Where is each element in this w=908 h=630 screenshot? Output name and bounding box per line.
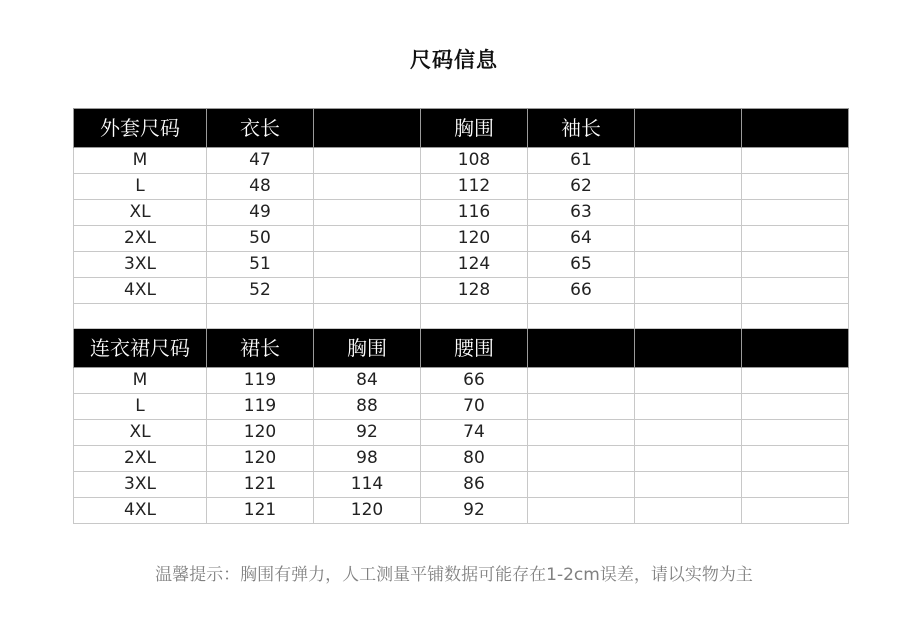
spacer-cell [742, 304, 849, 329]
dress-cell [742, 420, 849, 446]
jacket-cell: 116 [421, 200, 528, 226]
jacket-cell: 63 [528, 200, 635, 226]
jacket-header-empty [635, 109, 742, 148]
jacket-cell: 64 [528, 226, 635, 252]
jacket-header-sleeve: 袖长 [528, 109, 635, 148]
spacer-cell [421, 304, 528, 329]
dress-cell: 80 [421, 446, 528, 472]
table-row [74, 226, 849, 252]
jacket-cell: 48 [207, 174, 314, 200]
jacket-cell [314, 278, 421, 304]
dress-header-empty [742, 329, 849, 368]
table-row [74, 472, 849, 498]
jacket-cell [314, 200, 421, 226]
dress-cell: 119 [207, 394, 314, 420]
jacket-cell [742, 174, 849, 200]
jacket-cell [742, 200, 849, 226]
jacket-cell [742, 226, 849, 252]
table-row [74, 278, 849, 304]
dress-cell: 120 [207, 420, 314, 446]
dress-cell: 84 [314, 368, 421, 394]
jacket-cell [635, 252, 742, 278]
spacer-cell [314, 304, 421, 329]
jacket-header-empty [742, 109, 849, 148]
dress-cell: 98 [314, 446, 421, 472]
dress-cell: 92 [421, 498, 528, 524]
dress-cell: 3XL [74, 472, 207, 498]
jacket-header-empty [314, 109, 421, 148]
jacket-header-size: 外套尺码 [74, 109, 207, 148]
spacer-cell [528, 304, 635, 329]
dress-cell [635, 420, 742, 446]
jacket-cell [314, 174, 421, 200]
dress-cell: 92 [314, 420, 421, 446]
dress-cell [742, 394, 849, 420]
jacket-cell: 61 [528, 148, 635, 174]
dress-cell: 121 [207, 498, 314, 524]
jacket-cell [742, 278, 849, 304]
dress-cell [742, 498, 849, 524]
jacket-cell: 112 [421, 174, 528, 200]
dress-cell [635, 394, 742, 420]
jacket-cell: 3XL [74, 252, 207, 278]
jacket-cell [314, 252, 421, 278]
dress-cell: 120 [207, 446, 314, 472]
jacket-cell: L [74, 174, 207, 200]
jacket-cell [742, 148, 849, 174]
dress-cell [635, 368, 742, 394]
jacket-cell: 50 [207, 226, 314, 252]
jacket-cell: M [74, 148, 207, 174]
dress-cell: 88 [314, 394, 421, 420]
jacket-cell: 49 [207, 200, 314, 226]
dress-cell [742, 446, 849, 472]
jacket-cell: 66 [528, 278, 635, 304]
dress-cell: M [74, 368, 207, 394]
table-row [74, 498, 849, 524]
dress-cell [528, 446, 635, 472]
spacer-cell [635, 304, 742, 329]
table-row [74, 446, 849, 472]
dress-cell: 2XL [74, 446, 207, 472]
dress-header-row [74, 329, 849, 368]
dress-cell [528, 368, 635, 394]
dress-header-chest: 胸围 [314, 329, 421, 368]
jacket-cell: 52 [207, 278, 314, 304]
jacket-cell: XL [74, 200, 207, 226]
jacket-cell [635, 148, 742, 174]
jacket-cell: 108 [421, 148, 528, 174]
dress-cell: 4XL [74, 498, 207, 524]
table-row [74, 200, 849, 226]
dress-cell [528, 394, 635, 420]
dress-cell: 121 [207, 472, 314, 498]
table-row [74, 394, 849, 420]
spacer-row [74, 304, 849, 329]
dress-cell: 70 [421, 394, 528, 420]
dress-header-length: 裙长 [207, 329, 314, 368]
dress-cell: 120 [314, 498, 421, 524]
dress-cell [528, 498, 635, 524]
jacket-cell [635, 278, 742, 304]
dress-cell [635, 472, 742, 498]
table-row [74, 420, 849, 446]
size-chart-table [73, 108, 849, 524]
jacket-cell [742, 252, 849, 278]
jacket-cell: 2XL [74, 226, 207, 252]
dress-cell [742, 368, 849, 394]
dress-cell [528, 472, 635, 498]
dress-header-size: 连衣裙尺码 [74, 329, 207, 368]
dress-cell [528, 420, 635, 446]
jacket-cell [314, 226, 421, 252]
jacket-cell [635, 226, 742, 252]
dress-cell: L [74, 394, 207, 420]
jacket-cell: 62 [528, 174, 635, 200]
table-row [74, 368, 849, 394]
dress-cell [742, 472, 849, 498]
jacket-cell: 124 [421, 252, 528, 278]
jacket-header-row [74, 109, 849, 148]
jacket-header-length: 衣长 [207, 109, 314, 148]
dress-cell [635, 446, 742, 472]
table-row [74, 252, 849, 278]
dress-cell: 86 [421, 472, 528, 498]
dress-cell: XL [74, 420, 207, 446]
jacket-cell: 4XL [74, 278, 207, 304]
measurement-note: 温馨提示：胸围有弹力，人工测量平铺数据可能存在1-2cm误差，请以实物为主 [155, 565, 753, 585]
jacket-cell [635, 174, 742, 200]
dress-header-waist: 腰围 [421, 329, 528, 368]
dress-cell [635, 498, 742, 524]
spacer-cell [207, 304, 314, 329]
dress-header-empty [528, 329, 635, 368]
dress-cell: 74 [421, 420, 528, 446]
table-row [74, 174, 849, 200]
jacket-cell: 47 [207, 148, 314, 174]
jacket-cell [314, 148, 421, 174]
dress-cell: 114 [314, 472, 421, 498]
dress-cell: 119 [207, 368, 314, 394]
jacket-cell: 128 [421, 278, 528, 304]
jacket-cell: 65 [528, 252, 635, 278]
page-title: 尺码信息 [410, 48, 498, 72]
jacket-cell: 51 [207, 252, 314, 278]
table-row [74, 148, 849, 174]
jacket-header-chest: 胸围 [421, 109, 528, 148]
jacket-cell: 120 [421, 226, 528, 252]
dress-cell: 66 [421, 368, 528, 394]
dress-header-empty [635, 329, 742, 368]
jacket-cell [635, 200, 742, 226]
spacer-cell [74, 304, 207, 329]
